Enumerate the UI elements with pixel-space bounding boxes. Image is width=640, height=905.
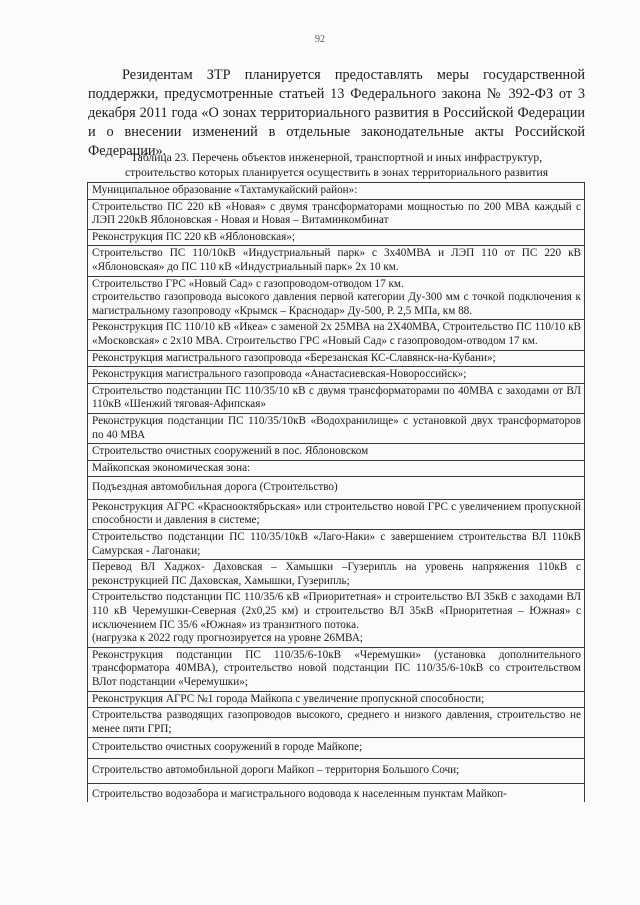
table-caption-line: строительство которых планируется осуществить в зонах территориального развития — [124, 166, 549, 179]
table-cell: Реконструкция ПС 110/10 кВ «Икеа» с заменой 2х 25МВА на 2Х40МВА, Строительство ПС 110/10 кВ «Московская» с 2х10 МВА. Строительство ГРС «Новый Сад» с газопроводом-отводом 17 км. — [92, 321, 581, 347]
table-row — [87, 590, 585, 647]
table-cell: Реконструкция АГРС №1 города Майкопа с увеличение пропускной способности; — [92, 692, 485, 705]
table-row — [87, 246, 585, 276]
table-cell: Строительство водозабора и магистрального водовода к населенным пунктам Майкоп- — [92, 787, 507, 800]
table-row — [87, 320, 585, 350]
table-cell: Строительства разводящих газопроводов высокого, среднего и низкого давления, строительство не менее пяти ГРП; — [92, 709, 581, 735]
table-cell: Реконструкция ПС 220 кВ «Яблоновская»; — [92, 230, 295, 243]
table-cell: Реконструкция АГРС «Краснооктябрьская» или строительство новой ГРС с увеличением пропускной способности и давления в системе; — [92, 500, 581, 527]
table-cell: Реконструкция магистрального газопровода «Анастасиевская-Новороссийск»; — [92, 368, 467, 381]
table-row — [87, 708, 585, 738]
table-row — [87, 738, 585, 759]
table-caption — [88, 150, 585, 180]
page-number: 92 — [315, 34, 325, 45]
table-cell: Строительство ГРС «Новый Сад» с газопроводом-отводом 17 км. строительство газопровода высокого давления первой категории Ду-300 мм с точкой подключения к магистральному газопроводу «Крымск – Краснодар» Ду-500, Р. 2,5 МПа, км 88. — [92, 277, 581, 317]
table-row — [87, 530, 585, 560]
table-row — [87, 648, 585, 692]
table-cell: Майкопская экономическая зона: — [92, 461, 251, 474]
table-cell: Муниципальное образование «Тахтамукайский район»: — [92, 184, 358, 196]
table-cell: Строительство подстанции ПС 110/35/6 кВ «Приоритетная» и строительство ВЛ 35кВ с заходами ВЛ 110 кВ Черемушки-Северная (2х0,25 км) и строительство ВЛ 35кВ «Приоритетная – Южная» с исключением ПС 35/6 «Южная» из транзитного потока. (нагрузка к 2022 году прогнозируется на уровне 26МВА; — [92, 591, 581, 645]
table-cell: Реконструкция магистрального газопровода «Березанская КС-Славянск-на-Кубани»; — [92, 351, 496, 364]
table-cell: Реконструкция подстанции ПС 110/35/6-10кВ «Черемушки» (установка дополнительного трансформатора 40МВА), строительство новой подстанции ПС 110/35/6-10кВ со строительством ВЛот подстанции «Черемушки»; — [92, 648, 581, 688]
table-row — [87, 367, 585, 384]
table-row — [87, 477, 585, 500]
table-row — [87, 461, 585, 478]
table-cell: Реконструкция подстанции ПС 110/35/10кВ «Водохранилище» с установкой двух трансформаторов по 40 МВА — [92, 414, 581, 441]
table-cell: Строительство очистных сооружений в пос. Яблоновском — [92, 445, 369, 458]
intro-paragraph: Резидентам ЗТР планируется предоставлять меры государственной поддержки, предусмотренные статьей 13 Федерального закона № 392-ФЗ от 3 декабря 2011 года «О зонах территориального развития в Российской Федерации и о внесении изменений в отдельные законодательные акты Российской Федерации». — [88, 67, 585, 159]
table-row — [87, 500, 585, 530]
table-row — [87, 560, 585, 590]
table-row — [87, 183, 585, 200]
table-cell: Строительство ПС 110/10кВ «Индустриальный парк» с 3х40МВА и ЛЭП 110 от ПС 220 кВ «Яблоновская» до ПС 110 кВ «Индустриальный парк» 2х 10 км. — [92, 247, 581, 273]
table-row — [87, 230, 585, 247]
table-row — [87, 784, 585, 803]
table-row — [87, 444, 585, 461]
table-row — [87, 351, 585, 368]
table-row — [87, 414, 585, 444]
infrastructure-table — [87, 182, 585, 802]
table-cell: Строительство подстанции ПС 110/35/10кВ «Лаго-Наки» с завершением строительства ВЛ 110кВ Самурская - Лагонаки; — [92, 531, 581, 557]
table-row — [87, 277, 585, 321]
table-row — [87, 759, 585, 784]
table-row — [87, 692, 585, 709]
table-row — [87, 200, 585, 230]
table-cell: Строительство очистных сооружений в городе Майкопе; — [92, 741, 363, 754]
table-cell: Строительство автомобильной дороги Майкоп – территория Большого Сочи; — [92, 763, 460, 776]
table-cell: Строительство подстанции ПС 110/35/10 кВ с двумя трансформаторами по 40МВА с заходами от ВЛ 110кВ «Шенжий тяговая-Афипская» — [92, 384, 581, 411]
table-caption-line: Таблица 23. Перечень объектов инженерной, транспортной и иных инфраструктур, — [130, 151, 543, 164]
table-row — [87, 384, 585, 414]
table-cell: Подъездная автомобильная дорога (Строительство) — [92, 481, 338, 494]
table-cell: Перевод ВЛ Хаджох- Даховская – Хамышки –Гузерипль на уровень напряжения 110кВ с реконструкцией ПС Даховская, Хамышки, Гузерипль; — [92, 561, 581, 587]
table-cell: Строительство ПС 220 кВ «Новая» с двумя трансформаторами мощностью по 200 МВА каждый с ЛЭП 220кВ Яблоновская - Новая и Новая – Витаминкомбинат — [92, 200, 581, 227]
